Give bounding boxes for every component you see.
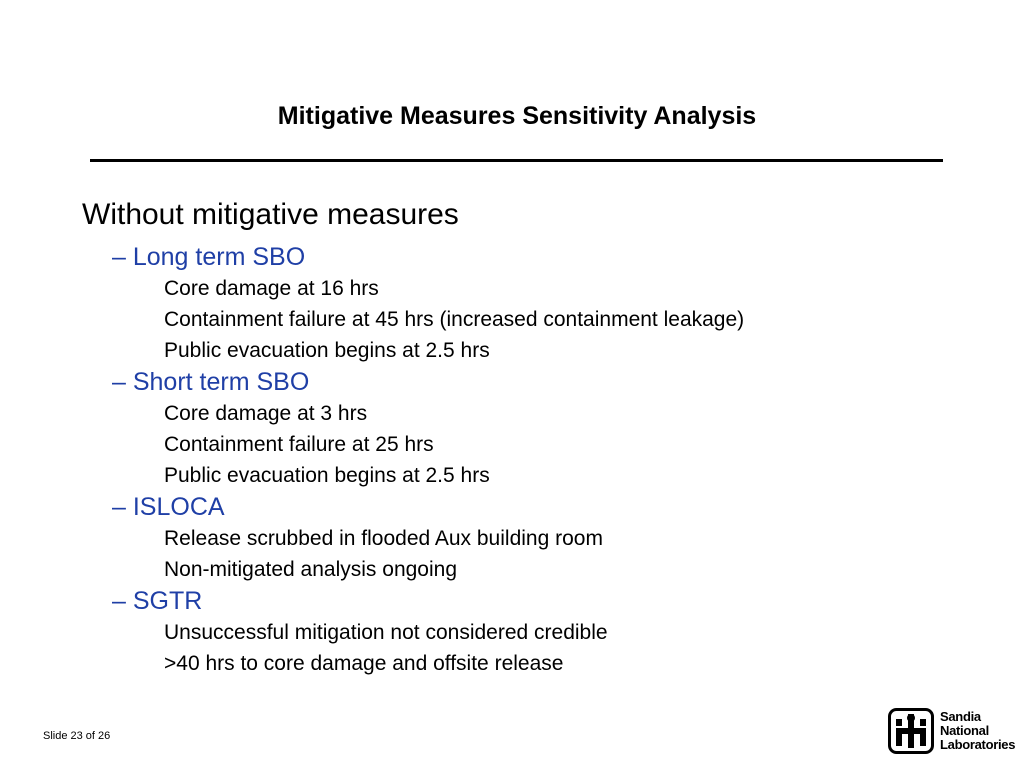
bullet-item: Containment failure at 25 hrs bbox=[164, 433, 434, 456]
bullet-item: Public evacuation begins at 2.5 hrs bbox=[164, 464, 490, 487]
bullet-group-label: – ISLOCA bbox=[112, 493, 225, 521]
bullet-group-long-term-sbo bbox=[82, 241, 982, 366]
bullet-item: Unsuccessful mitigation not considered credible bbox=[164, 621, 608, 644]
logo-wordmark bbox=[940, 710, 1015, 752]
bullet-item: Core damage at 16 hrs bbox=[164, 277, 379, 300]
slide-number: Slide 23 of 26 bbox=[43, 730, 111, 742]
bullet-item: Containment failure at 45 hrs (increased containment leakage) bbox=[164, 308, 745, 331]
title-divider bbox=[90, 159, 943, 162]
section-heading: Without mitigative measures bbox=[82, 198, 459, 231]
bullet-item: Core damage at 3 hrs bbox=[164, 402, 368, 425]
bullet-item: Release scrubbed in flooded Aux building room bbox=[164, 527, 603, 550]
bullet-group-short-term-sbo bbox=[82, 366, 982, 491]
sandia-logo bbox=[888, 708, 1018, 758]
slide-content bbox=[82, 195, 982, 679]
logo-line: Sandia bbox=[940, 709, 981, 724]
bullet-group-isloca bbox=[82, 491, 982, 585]
bullet-item: Non-mitigated analysis ongoing bbox=[164, 558, 458, 581]
bullet-group-label: – Long term SBO bbox=[112, 243, 306, 271]
bullet-item: Public evacuation begins at 2.5 hrs bbox=[164, 339, 490, 362]
bullet-group-label: – SGTR bbox=[112, 587, 203, 615]
bullet-item: >40 hrs to core damage and offsite release bbox=[164, 652, 564, 675]
logo-line: Laboratories bbox=[940, 737, 1016, 752]
bullet-group-label: – Short term SBO bbox=[112, 368, 310, 396]
sandia-thunderbird-icon bbox=[888, 708, 934, 754]
slide-title: Mitigative Measures Sensitivity Analysis bbox=[277, 102, 757, 130]
logo-line: National bbox=[940, 723, 989, 738]
bullet-group-sgtr bbox=[82, 585, 982, 679]
